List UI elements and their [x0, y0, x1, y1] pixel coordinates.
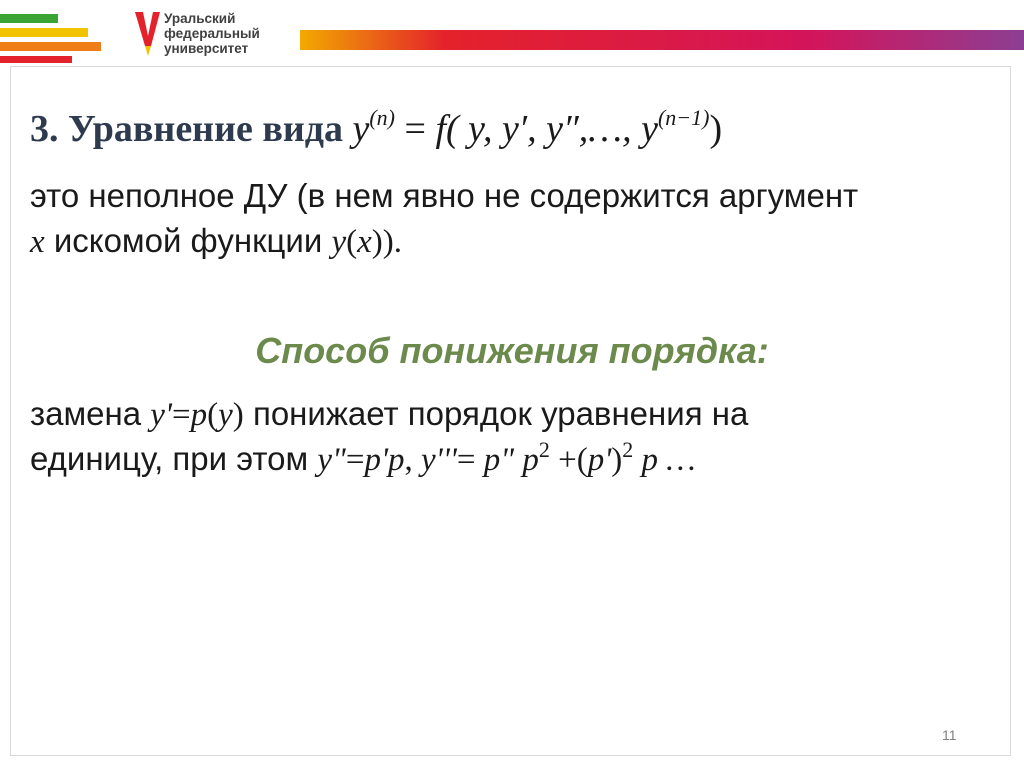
p2-open: (: [207, 397, 219, 433]
paragraph-2-line-1: [30, 391, 748, 438]
p2-eq1: =: [172, 397, 191, 433]
var-x: x: [30, 224, 45, 260]
p-prime: p': [587, 442, 612, 478]
p2-close2: ): [611, 442, 623, 478]
page-number: 11: [942, 727, 957, 743]
p2-c: единицу, при этом: [30, 440, 318, 477]
p1-mid: искомой функции: [44, 222, 332, 259]
p1-open: (: [346, 224, 358, 260]
p2-eq2: =: [345, 442, 365, 478]
y-prime: y': [150, 397, 172, 433]
logo-line-1: Уральский: [164, 11, 236, 26]
slide-title: [30, 107, 722, 151]
title-formula: [352, 105, 723, 150]
title-sup-n: (n): [369, 105, 396, 130]
stripe-orange: [0, 42, 101, 51]
p2-a: замена: [30, 395, 151, 432]
p-prime-p: p'p: [364, 442, 405, 478]
p2-tail: p …: [633, 442, 696, 478]
section-subtitle: Способ понижения порядка:: [255, 330, 769, 371]
stripe-red: [0, 56, 72, 63]
p2-plus: +(: [549, 442, 588, 478]
p2-eq3: =: [456, 442, 484, 478]
paragraph-2-line-2: [30, 436, 696, 485]
exp-2b: 2: [622, 437, 634, 462]
university-name: [164, 11, 260, 56]
var-x-2: x: [357, 224, 372, 260]
y-triple-prime: y''': [421, 442, 457, 478]
p-of-y: p: [190, 397, 208, 433]
paragraph-1-line-1: это неполное ДУ (в нем явно не содержится аргумент: [30, 177, 859, 214]
var-y: y: [331, 224, 347, 260]
slide-header: [0, 0, 1024, 70]
stripe-green: [0, 14, 58, 23]
title-eq: =: [395, 108, 436, 150]
title-args: ( y, y′, y″,…, y: [446, 108, 658, 150]
p1-close: )).: [371, 224, 402, 260]
title-prefix: 3. Уравнение вида: [30, 108, 353, 150]
p-double-prime: p": [483, 442, 515, 478]
title-sup-n-1: (n−1): [657, 105, 710, 130]
paragraph-1-line-2: [30, 218, 402, 265]
title-close: ): [709, 108, 723, 150]
title-f: f: [435, 108, 447, 150]
gradient-stripe: [300, 30, 1024, 50]
title-y: y: [352, 108, 370, 150]
y-double-prime: y": [317, 442, 346, 478]
stripe-yellow: [0, 28, 88, 37]
p2-b: понижает порядок уравнения на: [243, 395, 749, 432]
ural-logo-icon: [133, 8, 161, 58]
logo-line-2: федеральный: [164, 26, 260, 41]
p2-close: ): [232, 397, 244, 433]
p-squared: p: [522, 442, 539, 478]
p2-comma: ,: [404, 442, 422, 478]
exp-2: 2: [538, 437, 550, 462]
logo-line-3: университет: [164, 41, 249, 56]
p2-y: y: [218, 397, 233, 433]
